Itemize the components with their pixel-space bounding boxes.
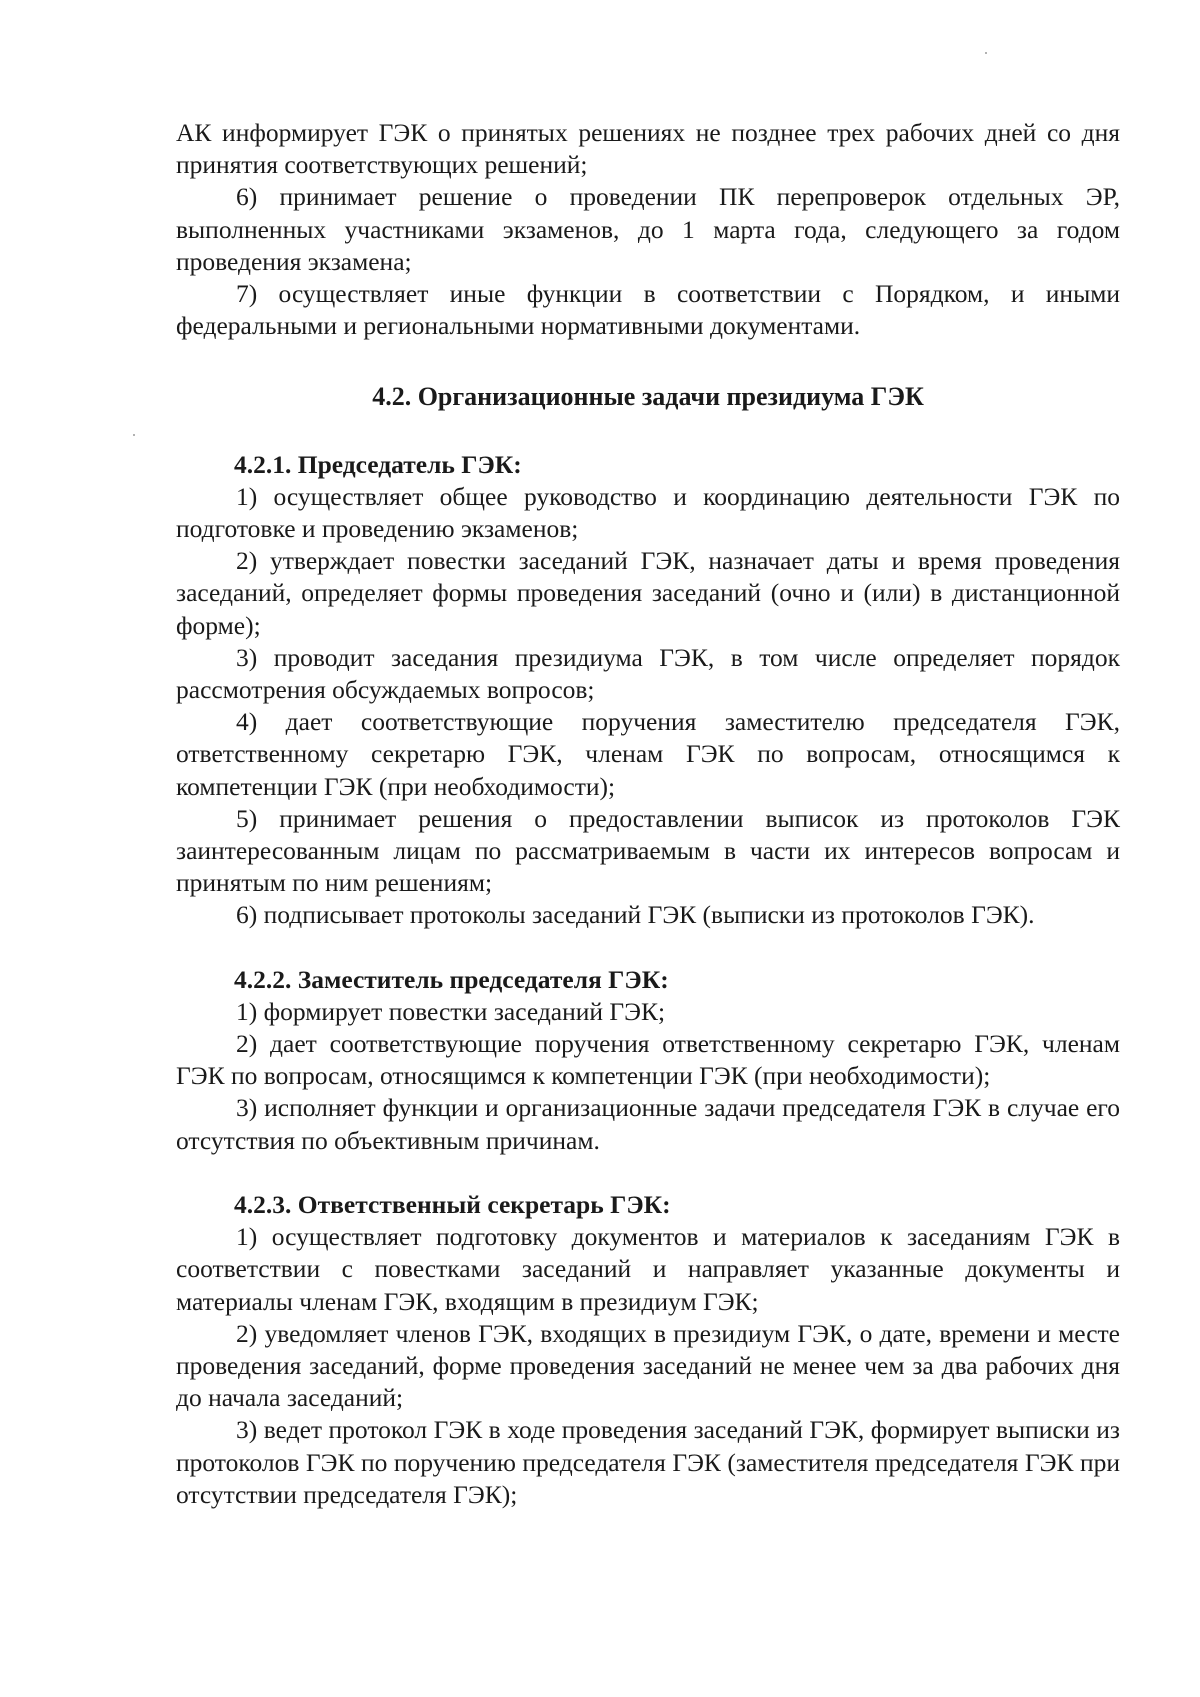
- chair-item-5: 5) принимает решения о предоставлении выписок из протоколов ГЭК заинтересованным лицам по рассматриваемым в части их интересов вопросам и принятым по ним решениям;: [176, 803, 1120, 898]
- deputy-item-3: 3) исполняет функции и организационные задачи председателя ГЭК в случае его отсутствия по объективным причинам.: [176, 1093, 1120, 1155]
- chair-item-3: 3) проводит заседания президиума ГЭК, в том числе определяет порядок рассмотрения обсуждаемых вопросов;: [176, 642, 1120, 705]
- chair-heading: 4.2.1. Председатель ГЭК:: [234, 449, 522, 479]
- spacer: [176, 1157, 1120, 1189]
- secretary-item-2: 2) уведомляет членов ГЭК, входящих в президиум ГЭК, о дате, времени и месте проведения заседаний, форме проведения заседаний не менее чем за два рабочих дня до начала заседаний;: [176, 1318, 1120, 1413]
- secretary-item-1: 1) осуществляет подготовку документов и материалов к заседаниям ГЭК в соответствии с повестками заседаний и направляет указанные документы и материалы членам ГЭК, входящим в президиум ГЭК;: [176, 1222, 1120, 1316]
- scan-speck: [133, 434, 135, 436]
- deputy-item-2: 2) дает соответствующие поручения ответственному секретарю ГЭК, членам ГЭК по вопросам, относящимся к компетенции ГЭК (при необходимости);: [176, 1029, 1120, 1091]
- deputy-item-1: 1) формирует повестки заседаний ГЭК;: [236, 996, 666, 1026]
- chair-item-6: 6) подписывает протоколы заседаний ГЭК (выписки из протоколов ГЭК).: [236, 900, 1035, 930]
- deputy-heading: 4.2.2. Заместитель председателя ГЭК:: [234, 964, 669, 994]
- chair-item-4: 4) дает соответствующие поручения заместителю председателя ГЭК, ответственному секретарю ГЭК, членам ГЭК по вопросам, относящимся к компетенции ГЭК (при необходимости);: [176, 707, 1120, 801]
- paragraph-item-6: 6) принимает решение о проведении ПК перепроверок отдельных ЭР, выполненных участниками экзаменов, до 1 марта года, следующего за годом проведения экзамена;: [176, 182, 1120, 276]
- spacer: [176, 932, 1120, 964]
- paragraph-item-7: 7) осуществляет иные функции в соответствии с Порядком, и иными федеральными и региональными нормативными документами.: [176, 279, 1120, 341]
- scan-speck: [985, 52, 987, 54]
- secretary-item-3: 3) ведет протокол ГЭК в ходе проведения заседаний ГЭК, формирует выписки из протоколов ГЭК по поручению председателя ГЭК (заместителя председателя ГЭК при отсутствии председателя ГЭК);: [176, 1415, 1120, 1509]
- chair-item-1: 1) осуществляет общее руководство и координацию деятельности ГЭК по подготовке и проведению экзаменов;: [176, 481, 1120, 544]
- document-body: [176, 117, 1120, 1511]
- secretary-heading: 4.2.3. Ответственный секретарь ГЭК:: [234, 1189, 671, 1219]
- paragraph-ak-informs: АК информирует ГЭК о принятых решениях не позднее трех рабочих дней со дня принятия соответствующих решений;: [176, 118, 1120, 180]
- chair-item-2: 2) утверждает повестки заседаний ГЭК, назначает даты и время проведения заседаний, определяет формы проведения заседаний (очно и (или) в дистанционной форме);: [176, 546, 1120, 640]
- section-title: 4.2. Организационные задачи президиума ГЭК: [372, 382, 924, 412]
